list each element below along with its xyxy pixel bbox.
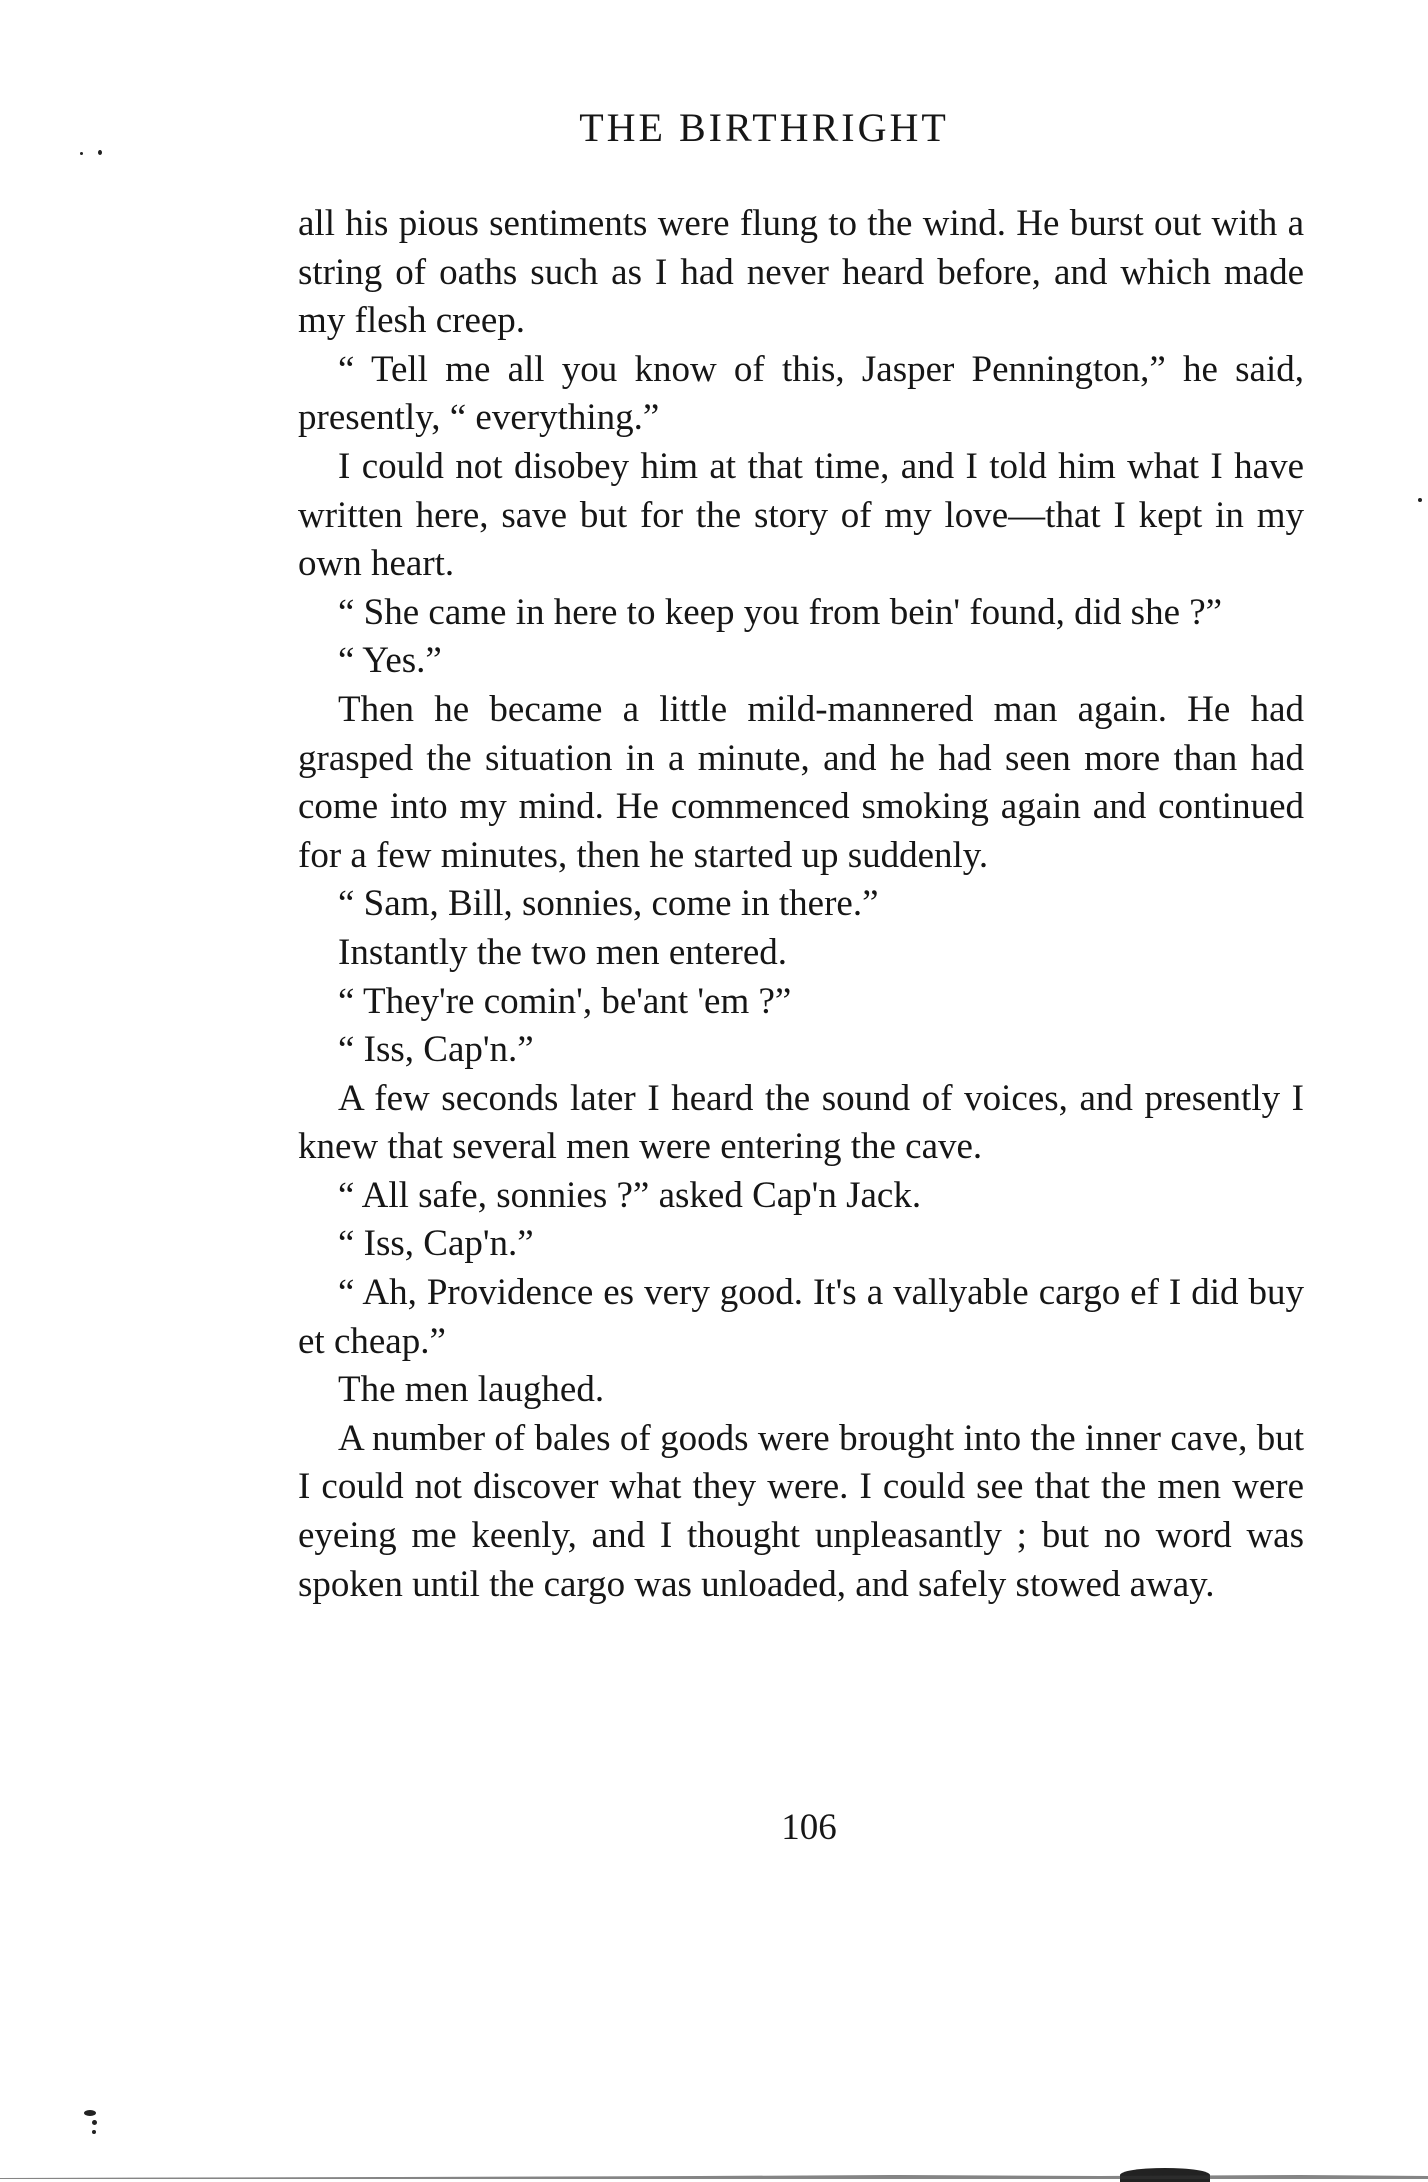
paragraph-7: “ Sam, Bill, sonnies, come in there.” (338, 883, 879, 925)
paragraph-15: The men laughed. (338, 1369, 605, 1411)
paragraph-14: “ Ah, Providence es very good. It's a vallyable cargo ef I did buy et cheap.” (298, 1272, 1304, 1362)
paragraph-3: I could not disobey him at that time, and I told him what I have written here, save but for the story of my love—that I kept in my own heart. (298, 445, 1304, 585)
paragraph-4: “ She came in here to keep you from bein' found, did she ?” (338, 591, 1223, 633)
paragraph-1: all his pious sentiments were flung to the wind. He burst out with a string of oaths such as I had never heard before, and which made my flesh creep. (298, 203, 1304, 342)
paragraph-16: A number of bales of goods were brought into the inner cave, but I could not discover what they were. I could see that the men were eyeing me keenly, and I thought unpleasantly ; but no word was spoken until the cargo was unloaded, and safely stowed away. (298, 1417, 1304, 1605)
running-head: THE BIRTHRIGHT (579, 105, 949, 150)
scan-speck (98, 150, 102, 155)
paragraph-11: A few seconds later I heard the sound of voices, and presently I knew that several men were entering the cave. (298, 1077, 1304, 1168)
paragraph-6: Then he became a little mild-mannered man again. He had grasped the situation in a minute, and he had seen more than had come into my mind. He commenced smoking again and continued for a few minutes, then he started up suddenly. (298, 688, 1304, 876)
scan-speck (1418, 498, 1422, 502)
scan-speck (92, 2120, 97, 2125)
scan-speck (84, 2110, 96, 2116)
scan-speck (80, 152, 83, 155)
paragraph-2: “ Tell me all you know of this, Jasper Pennington,” he said, presently, “ everything.” (298, 348, 1304, 439)
paragraph-5: “ Yes.” (338, 640, 442, 682)
body-text (298, 200, 1304, 1609)
paragraph-10: “ Iss, Cap'n.” (338, 1029, 534, 1071)
scan-speck (92, 2130, 96, 2134)
scan-edge-shadow (0, 2167, 1428, 2179)
page-number: 106 (781, 1807, 837, 1848)
paragraph-13: “ Iss, Cap'n.” (338, 1223, 534, 1265)
paragraph-12: “ All safe, sonnies ?” asked Cap'n Jack. (338, 1174, 922, 1216)
paragraph-8: Instantly the two men entered. (338, 931, 788, 973)
paragraph-9: “ They're comin', be'ant 'em ?” (338, 980, 792, 1022)
